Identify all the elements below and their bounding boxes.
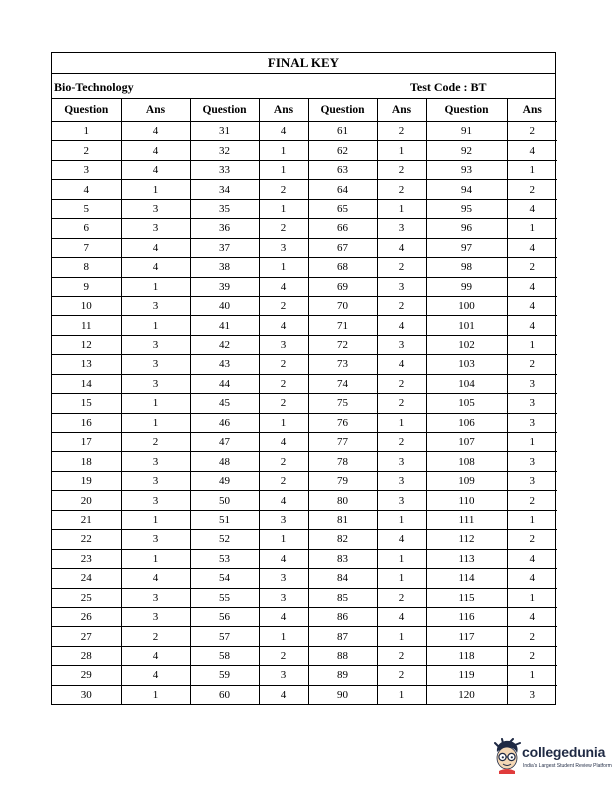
question-number-cell: 43 <box>190 355 259 374</box>
table-row <box>52 316 557 335</box>
answer-cell: 1 <box>507 160 557 179</box>
question-number-cell: 41 <box>190 316 259 335</box>
question-number-cell: 32 <box>190 141 259 160</box>
question-number-cell: 93 <box>426 160 507 179</box>
answer-cell: 2 <box>377 258 426 277</box>
question-number-cell: 72 <box>308 335 377 354</box>
question-number-cell: 78 <box>308 452 377 471</box>
question-number-cell: 18 <box>52 452 121 471</box>
question-number-cell: 66 <box>308 219 377 238</box>
question-number-cell: 33 <box>190 160 259 179</box>
question-number-cell: 49 <box>190 471 259 490</box>
answer-cell: 4 <box>507 238 557 257</box>
question-number-cell: 5 <box>52 199 121 218</box>
answer-cell: 3 <box>121 355 190 374</box>
question-number-cell: 92 <box>426 141 507 160</box>
question-number-cell: 39 <box>190 277 259 296</box>
column-header-question: Question <box>426 99 507 122</box>
table-row <box>52 180 557 199</box>
question-number-cell: 104 <box>426 374 507 393</box>
question-number-cell: 58 <box>190 646 259 665</box>
table-row <box>52 569 557 588</box>
question-number-cell: 20 <box>52 491 121 510</box>
question-number-cell: 13 <box>52 355 121 374</box>
question-number-cell: 24 <box>52 569 121 588</box>
answer-cell: 1 <box>507 588 557 607</box>
answer-cell: 2 <box>507 355 557 374</box>
table-row <box>52 607 557 626</box>
answer-cell: 4 <box>377 530 426 549</box>
question-number-cell: 36 <box>190 219 259 238</box>
question-number-cell: 108 <box>426 452 507 471</box>
table-body <box>52 122 557 705</box>
answer-cell: 4 <box>259 316 308 335</box>
question-number-cell: 87 <box>308 627 377 646</box>
answer-cell: 1 <box>507 219 557 238</box>
answer-cell: 4 <box>507 549 557 568</box>
answer-cell: 2 <box>377 296 426 315</box>
answer-cell: 3 <box>259 510 308 529</box>
collegedunia-wordmark: collegedunia <box>522 744 606 760</box>
answer-cell: 3 <box>507 413 557 432</box>
column-header-ans: Ans <box>377 99 426 122</box>
column-header-ans: Ans <box>259 99 308 122</box>
table-row <box>52 335 557 354</box>
question-number-cell: 34 <box>190 180 259 199</box>
question-number-cell: 69 <box>308 277 377 296</box>
answer-cell: 3 <box>121 296 190 315</box>
question-number-cell: 27 <box>52 627 121 646</box>
table-row <box>52 374 557 393</box>
subject-header <box>52 74 555 99</box>
answer-cell: 2 <box>259 219 308 238</box>
question-number-cell: 98 <box>426 258 507 277</box>
question-number-cell: 4 <box>52 180 121 199</box>
subject-label: Bio-Technology <box>54 80 134 94</box>
answer-cell: 2 <box>507 122 557 141</box>
answer-cell: 4 <box>121 646 190 665</box>
answer-cell: 2 <box>259 180 308 199</box>
question-number-cell: 44 <box>190 374 259 393</box>
answer-cell: 1 <box>259 199 308 218</box>
answer-cell: 4 <box>259 607 308 626</box>
answer-cell: 2 <box>507 646 557 665</box>
answer-cell: 1 <box>377 141 426 160</box>
table-row <box>52 355 557 374</box>
question-number-cell: 109 <box>426 471 507 490</box>
answer-cell: 4 <box>259 122 308 141</box>
answer-cell: 4 <box>121 160 190 179</box>
answer-cell: 4 <box>507 141 557 160</box>
column-header-question: Question <box>190 99 259 122</box>
question-number-cell: 67 <box>308 238 377 257</box>
question-number-cell: 53 <box>190 549 259 568</box>
answer-cell: 1 <box>507 433 557 452</box>
question-number-cell: 65 <box>308 199 377 218</box>
answer-cell: 1 <box>259 413 308 432</box>
answer-cell: 1 <box>507 335 557 354</box>
table-row <box>52 646 557 665</box>
table-row <box>52 199 557 218</box>
answer-cell: 3 <box>507 685 557 704</box>
question-number-cell: 99 <box>426 277 507 296</box>
collegedunia-tagline: India's Largest Student Review Platform <box>523 763 612 769</box>
question-number-cell: 112 <box>426 530 507 549</box>
answer-cell: 4 <box>377 316 426 335</box>
answer-cell: 3 <box>259 588 308 607</box>
answer-cell: 1 <box>377 199 426 218</box>
question-number-cell: 57 <box>190 627 259 646</box>
table-row <box>52 627 557 646</box>
question-number-cell: 79 <box>308 471 377 490</box>
answer-cell: 1 <box>259 141 308 160</box>
column-header-ans: Ans <box>507 99 557 122</box>
answer-cell: 2 <box>377 374 426 393</box>
question-number-cell: 51 <box>190 510 259 529</box>
question-number-cell: 74 <box>308 374 377 393</box>
table-row <box>52 258 557 277</box>
table-row <box>52 219 557 238</box>
column-header-ans: Ans <box>121 99 190 122</box>
answer-cell: 4 <box>377 238 426 257</box>
question-number-cell: 14 <box>52 374 121 393</box>
answer-cell: 4 <box>507 316 557 335</box>
question-number-cell: 35 <box>190 199 259 218</box>
question-number-cell: 31 <box>190 122 259 141</box>
column-header-question: Question <box>52 99 121 122</box>
question-number-cell: 71 <box>308 316 377 335</box>
table-row <box>52 277 557 296</box>
question-number-cell: 107 <box>426 433 507 452</box>
question-number-cell: 38 <box>190 258 259 277</box>
answer-cell: 3 <box>377 491 426 510</box>
page-title: FINAL KEY <box>52 53 555 74</box>
question-number-cell: 42 <box>190 335 259 354</box>
table-row <box>52 685 557 704</box>
question-number-cell: 21 <box>52 510 121 529</box>
table-row <box>52 471 557 490</box>
question-number-cell: 83 <box>308 549 377 568</box>
question-number-cell: 88 <box>308 646 377 665</box>
answer-cell: 4 <box>377 607 426 626</box>
question-number-cell: 64 <box>308 180 377 199</box>
answer-cell: 1 <box>259 258 308 277</box>
question-number-cell: 30 <box>52 685 121 704</box>
question-number-cell: 73 <box>308 355 377 374</box>
question-number-cell: 63 <box>308 160 377 179</box>
answer-cell: 1 <box>121 413 190 432</box>
question-number-cell: 1 <box>52 122 121 141</box>
question-number-cell: 94 <box>426 180 507 199</box>
answer-cell: 4 <box>121 258 190 277</box>
answer-cell: 2 <box>377 433 426 452</box>
question-number-cell: 115 <box>426 588 507 607</box>
question-number-cell: 97 <box>426 238 507 257</box>
answer-cell: 3 <box>377 219 426 238</box>
answer-cell: 1 <box>507 510 557 529</box>
answer-cell: 2 <box>259 452 308 471</box>
question-number-cell: 19 <box>52 471 121 490</box>
answer-cell: 1 <box>259 160 308 179</box>
question-number-cell: 9 <box>52 277 121 296</box>
table-row <box>52 296 557 315</box>
answer-cell: 2 <box>377 646 426 665</box>
answer-cell: 1 <box>121 394 190 413</box>
answer-cell: 3 <box>259 335 308 354</box>
answer-cell: 3 <box>377 335 426 354</box>
answer-cell: 4 <box>121 238 190 257</box>
answer-cell: 4 <box>121 141 190 160</box>
answer-cell: 3 <box>507 452 557 471</box>
answer-cell: 4 <box>259 491 308 510</box>
answer-cell: 4 <box>377 355 426 374</box>
question-number-cell: 48 <box>190 452 259 471</box>
answer-cell: 4 <box>259 685 308 704</box>
answer-cell: 2 <box>121 627 190 646</box>
question-number-cell: 120 <box>426 685 507 704</box>
answer-cell: 2 <box>259 394 308 413</box>
question-number-cell: 118 <box>426 646 507 665</box>
answer-cell: 4 <box>507 199 557 218</box>
answer-cell: 1 <box>377 549 426 568</box>
question-number-cell: 45 <box>190 394 259 413</box>
question-number-cell: 105 <box>426 394 507 413</box>
question-number-cell: 91 <box>426 122 507 141</box>
question-number-cell: 25 <box>52 588 121 607</box>
answer-cell: 4 <box>507 277 557 296</box>
question-number-cell: 16 <box>52 413 121 432</box>
answer-cell: 2 <box>507 491 557 510</box>
collegedunia-logo <box>490 738 612 776</box>
table-row <box>52 510 557 529</box>
question-number-cell: 11 <box>52 316 121 335</box>
answer-cell: 3 <box>121 335 190 354</box>
answer-cell: 3 <box>259 569 308 588</box>
question-number-cell: 76 <box>308 413 377 432</box>
answer-cell: 2 <box>377 180 426 199</box>
answer-cell: 2 <box>507 258 557 277</box>
table-row <box>52 530 557 549</box>
table-row <box>52 394 557 413</box>
answer-cell: 1 <box>377 569 426 588</box>
question-number-cell: 8 <box>52 258 121 277</box>
question-number-cell: 102 <box>426 335 507 354</box>
question-number-cell: 82 <box>308 530 377 549</box>
table-row <box>52 666 557 685</box>
table-row <box>52 413 557 432</box>
question-number-cell: 60 <box>190 685 259 704</box>
answer-cell: 3 <box>377 277 426 296</box>
answer-cell: 3 <box>377 452 426 471</box>
answer-cell: 4 <box>259 549 308 568</box>
answer-cell: 1 <box>377 685 426 704</box>
question-number-cell: 114 <box>426 569 507 588</box>
table-row <box>52 588 557 607</box>
answer-cell: 1 <box>121 316 190 335</box>
answer-key-table <box>52 99 557 704</box>
question-number-cell: 119 <box>426 666 507 685</box>
question-number-cell: 113 <box>426 549 507 568</box>
answer-cell: 2 <box>259 296 308 315</box>
question-number-cell: 62 <box>308 141 377 160</box>
answer-cell: 1 <box>377 413 426 432</box>
answer-cell: 1 <box>121 685 190 704</box>
table-row <box>52 549 557 568</box>
question-number-cell: 101 <box>426 316 507 335</box>
answer-cell: 2 <box>121 433 190 452</box>
question-number-cell: 111 <box>426 510 507 529</box>
question-number-cell: 70 <box>308 296 377 315</box>
answer-cell: 1 <box>259 530 308 549</box>
answer-cell: 1 <box>121 510 190 529</box>
question-number-cell: 55 <box>190 588 259 607</box>
test-code-label: Test Code : BT <box>410 80 487 94</box>
question-number-cell: 106 <box>426 413 507 432</box>
table-row <box>52 160 557 179</box>
question-number-cell: 86 <box>308 607 377 626</box>
question-number-cell: 96 <box>426 219 507 238</box>
question-number-cell: 59 <box>190 666 259 685</box>
question-number-cell: 10 <box>52 296 121 315</box>
question-number-cell: 22 <box>52 530 121 549</box>
table-header-row <box>52 99 557 122</box>
answer-cell: 2 <box>259 374 308 393</box>
answer-cell: 1 <box>259 627 308 646</box>
question-number-cell: 37 <box>190 238 259 257</box>
question-number-cell: 23 <box>52 549 121 568</box>
answer-cell: 3 <box>259 666 308 685</box>
table-row <box>52 452 557 471</box>
answer-cell: 2 <box>507 530 557 549</box>
answer-cell: 4 <box>121 122 190 141</box>
answer-key-sheet <box>51 52 556 705</box>
collegedunia-mascot-icon <box>490 738 524 774</box>
question-number-cell: 7 <box>52 238 121 257</box>
question-number-cell: 50 <box>190 491 259 510</box>
question-number-cell: 84 <box>308 569 377 588</box>
question-number-cell: 90 <box>308 685 377 704</box>
question-number-cell: 80 <box>308 491 377 510</box>
question-number-cell: 117 <box>426 627 507 646</box>
question-number-cell: 2 <box>52 141 121 160</box>
question-number-cell: 12 <box>52 335 121 354</box>
table-row <box>52 491 557 510</box>
answer-cell: 3 <box>121 530 190 549</box>
answer-cell: 4 <box>507 569 557 588</box>
question-number-cell: 89 <box>308 666 377 685</box>
question-number-cell: 56 <box>190 607 259 626</box>
question-number-cell: 116 <box>426 607 507 626</box>
question-number-cell: 15 <box>52 394 121 413</box>
table-row <box>52 433 557 452</box>
question-number-cell: 28 <box>52 646 121 665</box>
answer-cell: 2 <box>259 355 308 374</box>
answer-cell: 3 <box>121 374 190 393</box>
answer-cell: 2 <box>507 627 557 646</box>
question-number-cell: 110 <box>426 491 507 510</box>
answer-cell: 3 <box>507 374 557 393</box>
table-row <box>52 122 557 141</box>
answer-cell: 4 <box>121 569 190 588</box>
answer-cell: 3 <box>121 219 190 238</box>
question-number-cell: 103 <box>426 355 507 374</box>
answer-cell: 1 <box>507 666 557 685</box>
answer-cell: 4 <box>507 296 557 315</box>
answer-cell: 3 <box>121 452 190 471</box>
answer-cell: 1 <box>121 277 190 296</box>
answer-cell: 3 <box>507 471 557 490</box>
question-number-cell: 52 <box>190 530 259 549</box>
question-number-cell: 54 <box>190 569 259 588</box>
question-number-cell: 68 <box>308 258 377 277</box>
question-number-cell: 26 <box>52 607 121 626</box>
question-number-cell: 95 <box>426 199 507 218</box>
answer-cell: 2 <box>377 394 426 413</box>
question-number-cell: 29 <box>52 666 121 685</box>
question-number-cell: 75 <box>308 394 377 413</box>
answer-cell: 2 <box>377 122 426 141</box>
answer-cell: 3 <box>121 588 190 607</box>
answer-cell: 2 <box>259 471 308 490</box>
table-row <box>52 238 557 257</box>
question-number-cell: 100 <box>426 296 507 315</box>
column-header-question: Question <box>308 99 377 122</box>
question-number-cell: 46 <box>190 413 259 432</box>
answer-cell: 2 <box>507 180 557 199</box>
question-number-cell: 81 <box>308 510 377 529</box>
answer-cell: 1 <box>377 510 426 529</box>
answer-cell: 4 <box>259 277 308 296</box>
answer-cell: 2 <box>377 588 426 607</box>
question-number-cell: 85 <box>308 588 377 607</box>
question-number-cell: 47 <box>190 433 259 452</box>
answer-cell: 1 <box>377 627 426 646</box>
question-number-cell: 61 <box>308 122 377 141</box>
answer-cell: 3 <box>377 471 426 490</box>
answer-cell: 1 <box>121 549 190 568</box>
answer-cell: 3 <box>121 471 190 490</box>
answer-cell: 2 <box>377 666 426 685</box>
question-number-cell: 17 <box>52 433 121 452</box>
answer-cell: 4 <box>121 666 190 685</box>
question-number-cell: 6 <box>52 219 121 238</box>
answer-cell: 1 <box>121 180 190 199</box>
answer-cell: 3 <box>121 199 190 218</box>
question-number-cell: 77 <box>308 433 377 452</box>
answer-cell: 4 <box>259 433 308 452</box>
answer-cell: 3 <box>121 491 190 510</box>
answer-cell: 3 <box>121 607 190 626</box>
answer-cell: 2 <box>377 160 426 179</box>
answer-cell: 3 <box>507 394 557 413</box>
table-row <box>52 141 557 160</box>
question-number-cell: 3 <box>52 160 121 179</box>
answer-cell: 3 <box>259 238 308 257</box>
question-number-cell: 40 <box>190 296 259 315</box>
answer-cell: 2 <box>259 646 308 665</box>
answer-cell: 4 <box>507 607 557 626</box>
